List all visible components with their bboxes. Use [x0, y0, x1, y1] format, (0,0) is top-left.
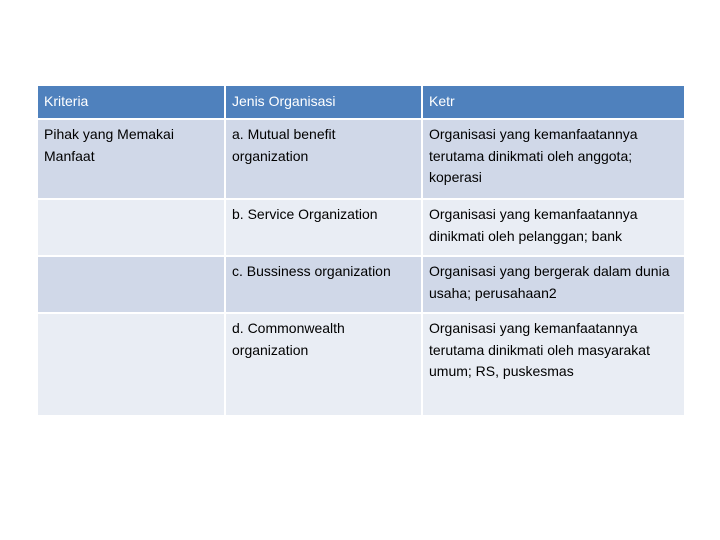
table-row [38, 257, 684, 312]
organization-table [36, 84, 686, 417]
table-header-row [38, 86, 684, 118]
cell-jenis: c. Bussiness organization [226, 257, 421, 312]
cell-kriteria [38, 200, 224, 255]
table-row [38, 200, 684, 255]
cell-kriteria [38, 314, 224, 415]
table-row [38, 120, 684, 198]
header-kriteria: Kriteria [38, 86, 224, 118]
cell-kriteria: Pihak yang Memakai Manfaat [38, 120, 224, 198]
cell-ketr: Organisasi yang kemanfaatannya terutama dinikmati oleh masyarakat umum; RS, puskesmas [423, 314, 684, 415]
cell-jenis: a. Mutual benefit organization [226, 120, 421, 198]
header-ketr: Ketr [423, 86, 684, 118]
table-row [38, 314, 684, 415]
cell-ketr: Organisasi yang kemanfaatannya dinikmati oleh pelanggan; bank [423, 200, 684, 255]
cell-kriteria [38, 257, 224, 312]
cell-ketr: Organisasi yang kemanfaatannya terutama dinikmati oleh anggota; koperasi [423, 120, 684, 198]
header-jenis-organisasi: Jenis Organisasi [226, 86, 421, 118]
cell-ketr: Organisasi yang bergerak dalam dunia usaha; perusahaan2 [423, 257, 684, 312]
cell-jenis: b. Service Organization [226, 200, 421, 255]
cell-jenis: d. Commonwealth organization [226, 314, 421, 415]
